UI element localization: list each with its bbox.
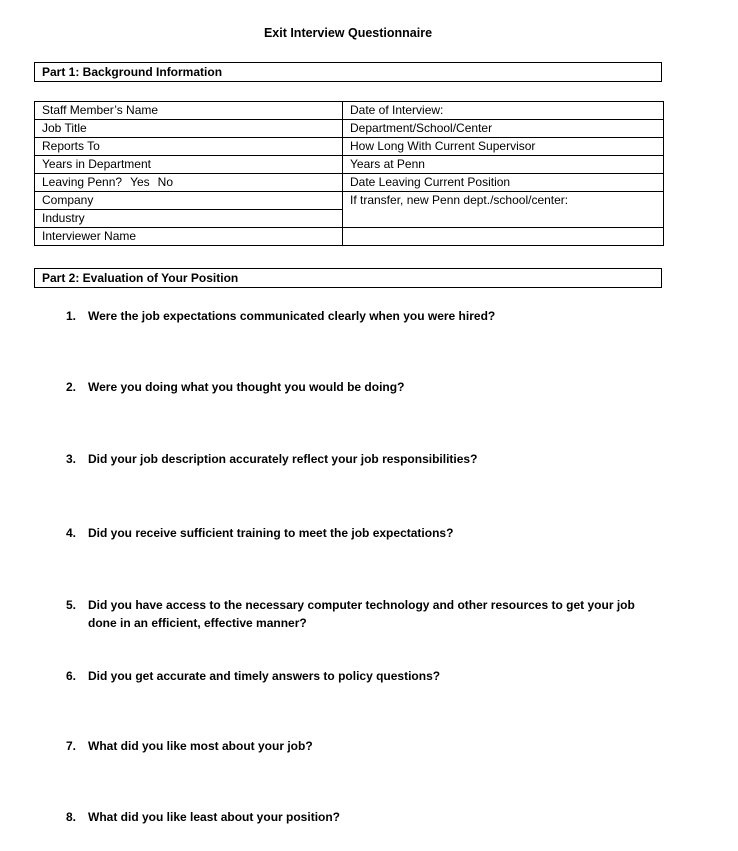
part1-heading: Part 1: Background Information xyxy=(34,62,662,82)
question-item xyxy=(66,307,646,325)
leaving-no-option[interactable]: No xyxy=(157,175,173,189)
question-number: 7. xyxy=(66,739,77,753)
table-row xyxy=(35,174,664,192)
leaving-penn-field[interactable] xyxy=(35,174,343,192)
question-item xyxy=(66,450,646,468)
question-item xyxy=(66,596,646,632)
question-text: Were the job expectations communicated clearly when you were hired? xyxy=(88,309,496,323)
staff-name-field[interactable]: Staff Member’s Name xyxy=(35,102,343,120)
question-text: Were you doing what you thought you would be doing? xyxy=(88,380,405,394)
interviewer-name-field[interactable]: Interviewer Name xyxy=(35,228,343,246)
table-row xyxy=(35,156,664,174)
question-item xyxy=(66,808,646,826)
question-item xyxy=(66,737,646,755)
question-number: 5. xyxy=(66,598,77,612)
question-text: Did you have access to the necessary computer technology and other resources to get your job done in an efficient, effective manner? xyxy=(88,598,635,630)
table-row xyxy=(35,228,664,246)
question-text: Did you receive sufficient training to meet the job expectations? xyxy=(88,526,454,540)
question-item xyxy=(66,524,646,542)
reports-to-field[interactable]: Reports To xyxy=(35,138,343,156)
question-text: Did your job description accurately reflect your job responsibilities? xyxy=(88,452,478,466)
question-text: What did you like most about your job? xyxy=(88,739,313,753)
time-with-supervisor-field[interactable]: How Long With Current Supervisor xyxy=(343,138,664,156)
question-item xyxy=(66,378,646,396)
date-of-interview-field[interactable]: Date of Interview: xyxy=(343,102,664,120)
background-info-table xyxy=(34,101,664,246)
question-text: What did you like least about your position? xyxy=(88,810,341,824)
job-title-field[interactable]: Job Title xyxy=(35,120,343,138)
date-leaving-field[interactable]: Date Leaving Current Position xyxy=(343,174,664,192)
question-item xyxy=(66,667,646,685)
years-at-penn-field[interactable]: Years at Penn xyxy=(343,156,664,174)
question-number: 2. xyxy=(66,380,77,394)
leaving-penn-label: Leaving Penn? xyxy=(42,175,123,189)
table-row xyxy=(35,120,664,138)
department-field[interactable]: Department/School/Center xyxy=(343,120,664,138)
company-field[interactable]: Company xyxy=(35,192,343,210)
document-title: Exit Interview Questionnaire xyxy=(263,26,433,40)
question-number: 4. xyxy=(66,526,77,540)
industry-field[interactable]: Industry xyxy=(35,210,343,228)
part2-heading: Part 2: Evaluation of Your Position xyxy=(34,268,662,288)
years-in-department-field[interactable]: Years in Department xyxy=(35,156,343,174)
leaving-yes-option[interactable]: Yes xyxy=(130,175,150,189)
interviewer-name-value[interactable] xyxy=(343,228,664,246)
table-row xyxy=(35,192,664,210)
question-number: 6. xyxy=(66,669,77,683)
table-row xyxy=(35,102,664,120)
transfer-dept-field[interactable]: If transfer, new Penn dept./school/center: xyxy=(343,192,664,228)
question-text: Did you get accurate and timely answers to policy questions? xyxy=(88,669,441,683)
question-number: 3. xyxy=(66,452,77,466)
table-row xyxy=(35,138,664,156)
question-number: 1. xyxy=(66,309,77,323)
question-number: 8. xyxy=(66,810,77,824)
